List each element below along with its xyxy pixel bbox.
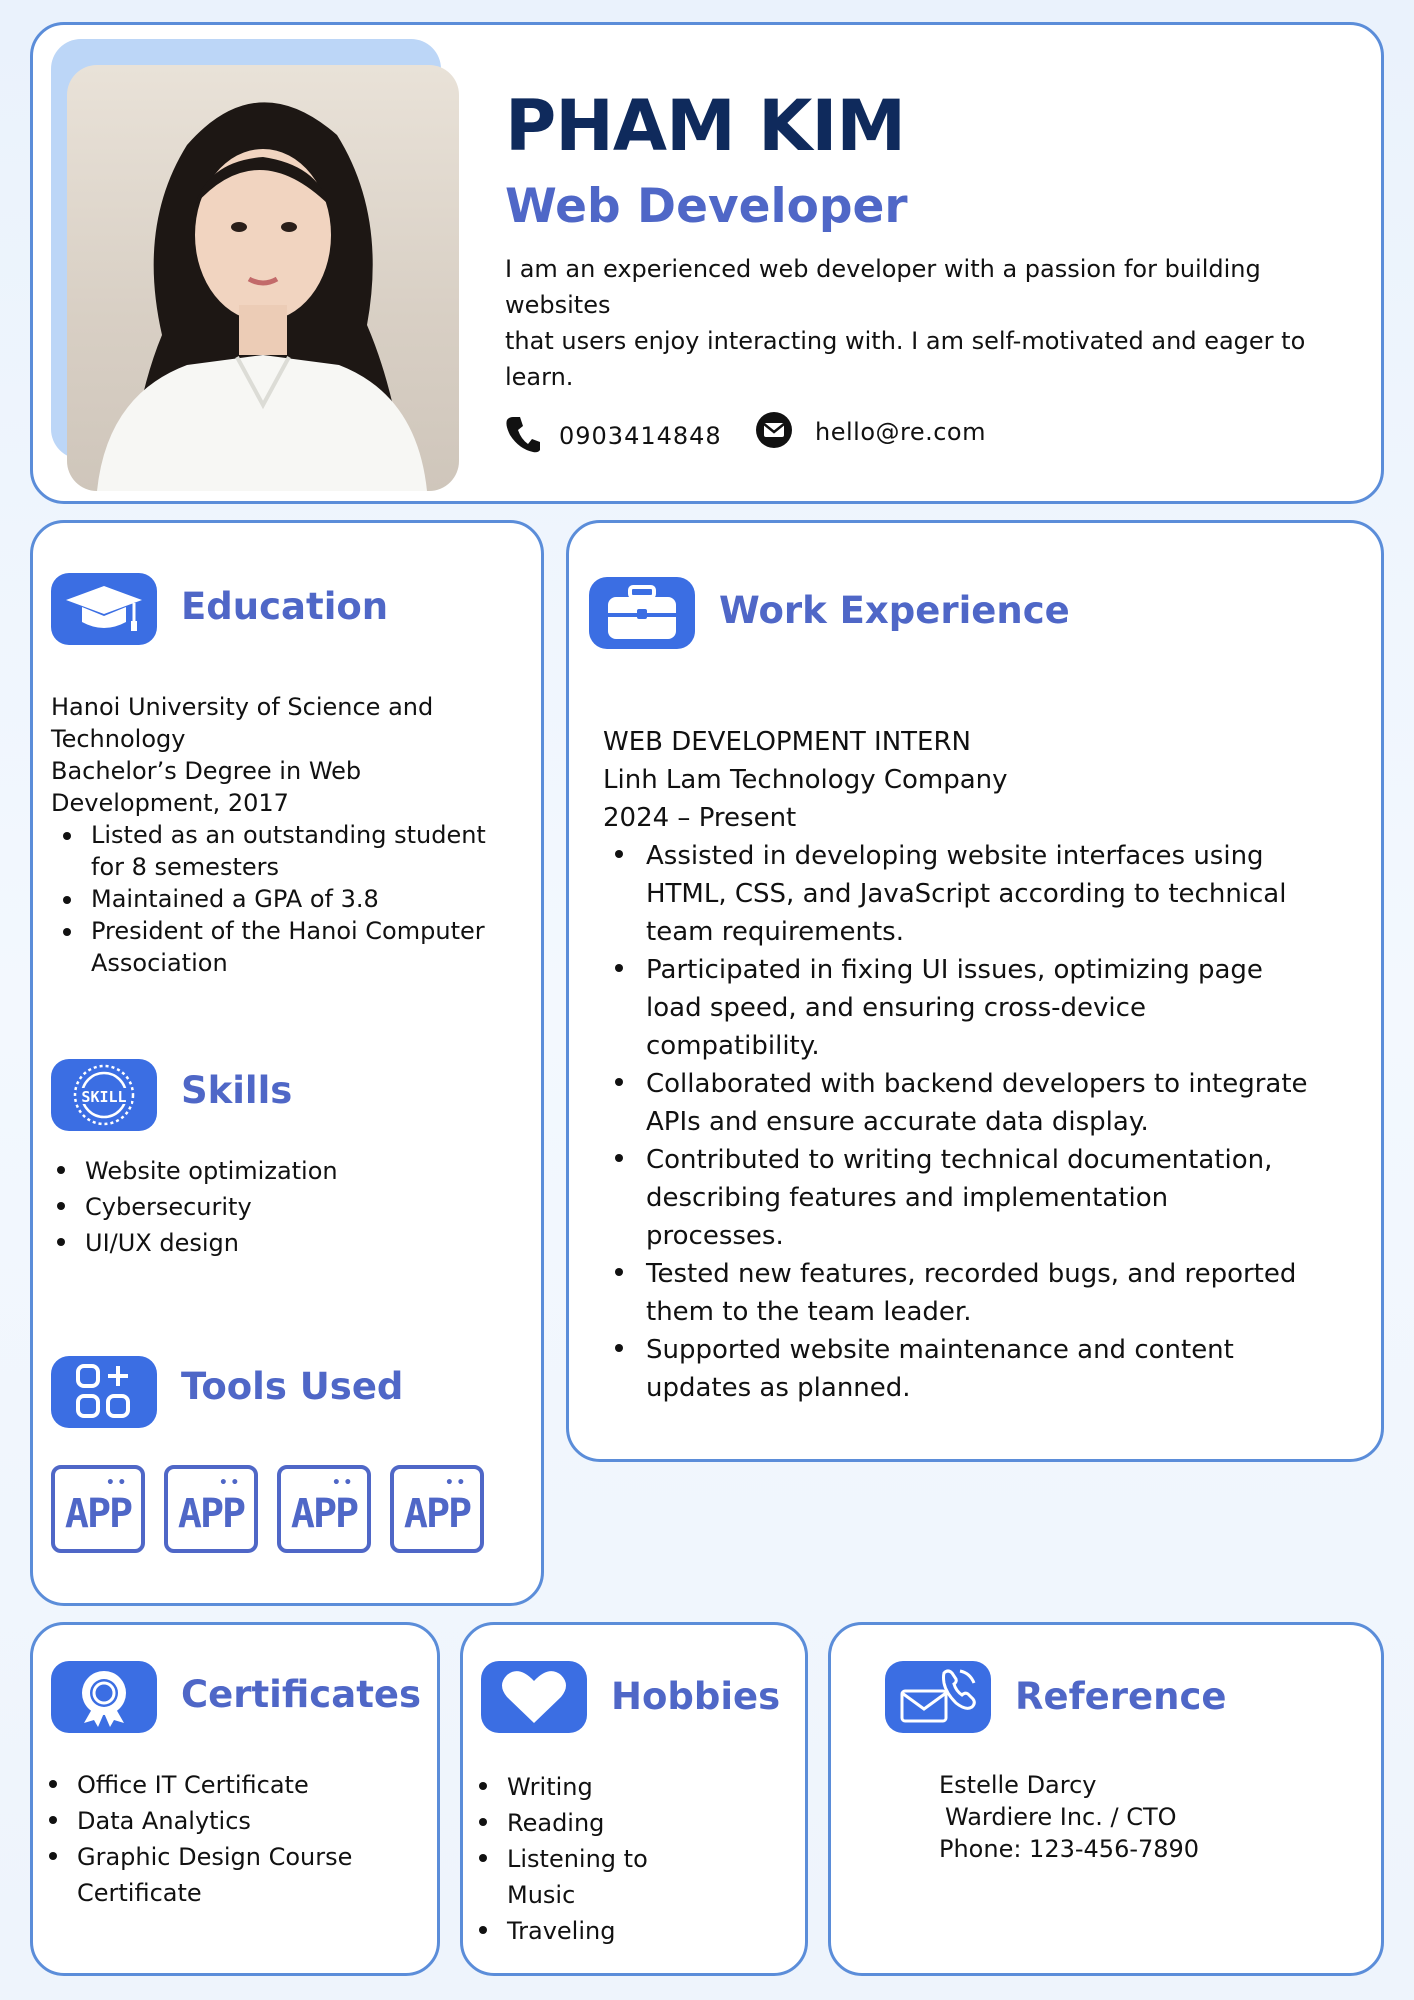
app-label: APP [177, 1491, 245, 1537]
phone-number: 0903414848 [559, 422, 722, 450]
reference-card [828, 1622, 1384, 1976]
work-experience-card [566, 520, 1384, 1462]
list-item: Cybersecurity [45, 1189, 505, 1225]
tools-title: Tools Used [181, 1365, 404, 1408]
summary-line: that users enjoy interacting with. I am self-motivated and eager to learn. [505, 327, 1306, 391]
list-item: Listed as an outstanding student for 8 semesters [51, 819, 521, 883]
summary-line: I am an experienced web developer with a passion for building websites [505, 255, 1261, 319]
award-icon [51, 1661, 157, 1733]
list-item: Contributed to writing technical documentation, describing features and implementation processes. [603, 1141, 1313, 1255]
phone-icon [505, 415, 541, 457]
list-item: President of the Hanoi Computer Association [51, 915, 521, 979]
certificates-card [30, 1622, 440, 1976]
candidate-summary [505, 251, 1365, 395]
education-school: Hanoi University of Science and Technology [51, 693, 434, 753]
list-item: Maintained a GPA of 3.8 [51, 883, 521, 915]
reference-phone: Phone: 123-456-7890 [939, 1835, 1200, 1863]
email-icon [755, 411, 793, 453]
list-item: Tested new features, recorded bugs, and reported them to the team leader. [603, 1255, 1313, 1331]
briefcase-icon [589, 577, 695, 649]
candidate-name: PHAM KIM [505, 85, 906, 167]
app-icon: •• APP [390, 1465, 484, 1553]
work-responsibilities [603, 837, 1313, 1407]
header-card [30, 22, 1384, 504]
list-item: Office IT Certificate [37, 1767, 397, 1803]
app-icon: •• APP [164, 1465, 258, 1553]
list-item: Collaborated with backend developers to integrate APIs and ensure accurate data display. [603, 1065, 1313, 1141]
skill-badge-icon [51, 1059, 157, 1131]
work-position: WEB DEVELOPMENT INTERN [603, 727, 971, 757]
certificates-list [37, 1767, 397, 1911]
hobbies-card [460, 1622, 808, 1976]
reference-details [939, 1769, 1199, 1865]
work-period: 2024 – Present [603, 803, 797, 833]
phone-contact[interactable] [505, 415, 722, 457]
app-icon: •• APP [277, 1465, 371, 1553]
list-item: Traveling [467, 1913, 657, 1949]
mail-phone-icon [885, 1661, 991, 1733]
hobbies-list [467, 1769, 657, 1949]
skills-title: Skills [181, 1069, 293, 1112]
list-item: Website optimization [45, 1153, 505, 1189]
education-list [51, 819, 521, 979]
candidate-role: Web Developer [505, 179, 908, 234]
apps-grid-icon [51, 1356, 157, 1428]
reference-company: Wardiere Inc. / CTO [945, 1803, 1177, 1831]
work-title: Work Experience [719, 589, 1070, 632]
certificates-title: Certificates [181, 1673, 421, 1716]
graduation-cap-icon [51, 573, 157, 645]
list-item: Participated in fixing UI issues, optimizing page load speed, and ensuring cross-device compatibility. [603, 951, 1313, 1065]
profile-photo [67, 65, 459, 491]
list-item: UI/UX design [45, 1225, 505, 1261]
list-item: Assisted in developing website interfaces using HTML, CSS, and JavaScript according to technical team requirements. [603, 837, 1313, 951]
hobbies-title: Hobbies [611, 1675, 781, 1718]
list-item: Listening to Music [467, 1841, 657, 1913]
list-item: Graphic Design Course Certificate [37, 1839, 397, 1911]
list-item: Data Analytics [37, 1803, 397, 1839]
list-item: Supported website maintenance and content updates as planned. [603, 1331, 1313, 1407]
reference-name: Estelle Darcy [939, 1771, 1097, 1799]
education-degree: Bachelor’s Degree in Web Development, 2017 [51, 757, 362, 817]
list-item: Writing [467, 1769, 657, 1805]
email-contact[interactable] [755, 411, 986, 453]
app-label: APP [64, 1491, 132, 1537]
education-title: Education [181, 585, 389, 628]
skills-list [45, 1153, 505, 1261]
left-column-card [30, 520, 544, 1606]
app-label: APP [403, 1491, 471, 1537]
skill-badge-text: SKILL [81, 1088, 127, 1106]
work-company: Linh Lam Technology Company [603, 765, 1008, 795]
email-address: hello@re.com [815, 418, 986, 446]
reference-title: Reference [1015, 1675, 1227, 1718]
list-item: Reading [467, 1805, 657, 1841]
app-label: APP [290, 1491, 358, 1537]
app-icon: •• APP [51, 1465, 145, 1553]
heart-icon [481, 1661, 587, 1733]
